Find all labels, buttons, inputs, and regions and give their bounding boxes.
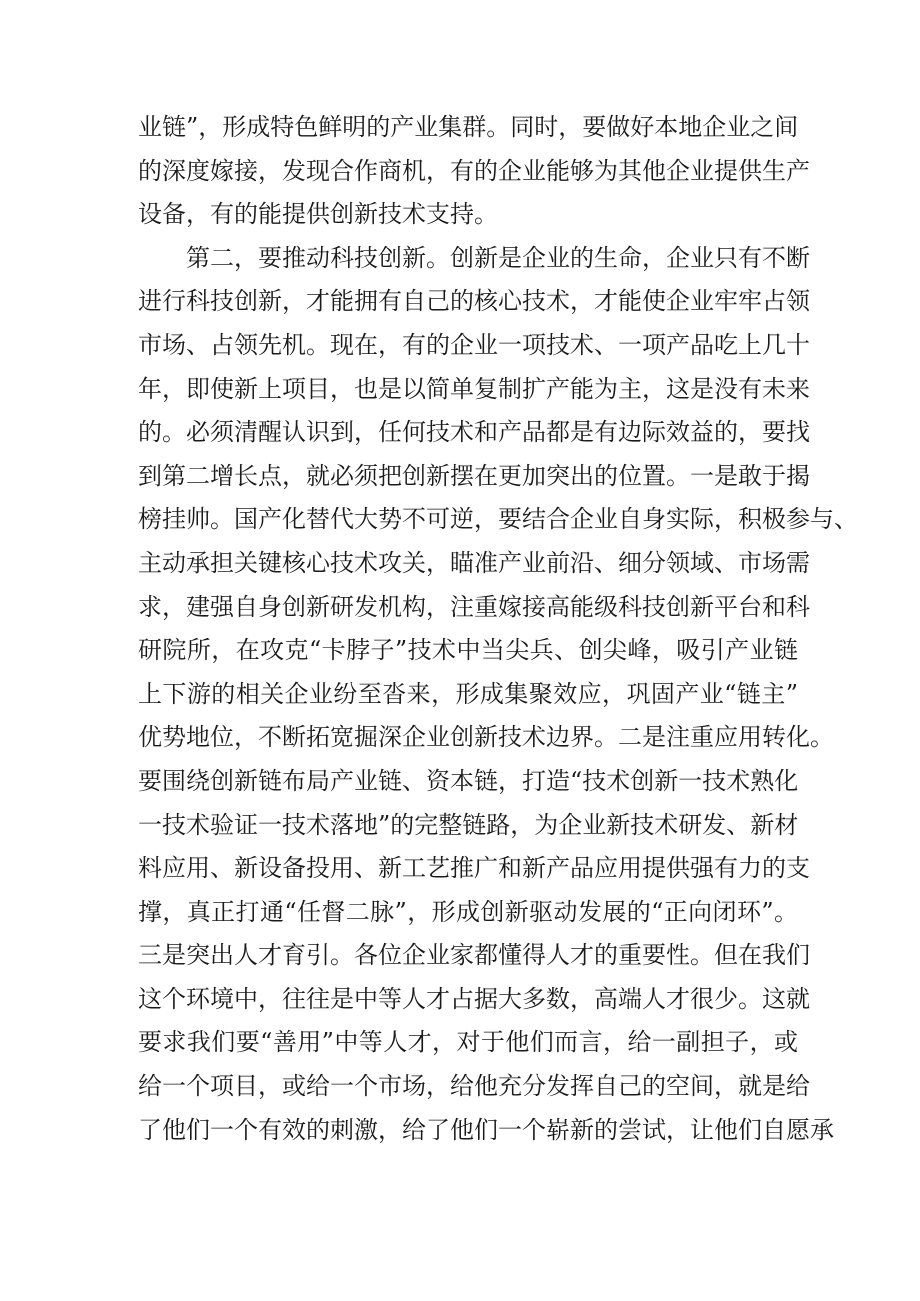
text-line: 料应用、新设备投用、新工艺推广和新产品应用提供强有力的支 (138, 854, 810, 883)
paragraph-start-line: 第二，要推动科技创新。创新是企业的生命，企业只有不断 (186, 243, 810, 272)
text-line: 三是突出人才育引。各位企业家都懂得人才的重要性。但在我们 (138, 941, 810, 970)
text-line: 优势地位，不断拓宽掘深企业创新技术边界。二是注重应用转化。 (138, 723, 834, 752)
text-line: 这个环境中，往往是中等人才占据大多数，高端人才很少。这就 (138, 984, 810, 1013)
text-line: 撑，真正打通“任督二脉”，形成创新驱动发展的“正向闭环”。 (138, 897, 798, 926)
text-line: 的深度嫁接，发现合作商机，有的企业能够为其他企业提供生产 (138, 156, 810, 185)
text-line: 设备，有的能提供创新技术支持。 (138, 200, 498, 229)
text-line: 市场、占领先机。现在，有的企业一项技术、一项产品吃上几十 (138, 330, 810, 359)
text-line: 给一个项目，或给一个市场，给他充分发挥自己的空间，就是给 (138, 1072, 810, 1101)
text-line: 要围绕创新链布局产业链、资本链，打造“技术创新一技术熟化 (138, 766, 799, 795)
text-line: 求，建强自身创新研发机构，注重嫁接高能级科技创新平台和科 (138, 592, 810, 621)
text-line: 榜挂帅。国产化替代大势不可逆，要结合企业自身实际，积极参与、 (138, 505, 858, 534)
text-line: 主动承担关键核心技术攻关，瞄准产业前沿、细分领域、市场需 (138, 548, 810, 577)
text-line: 了他们一个有效的刺激，给了他们一个崭新的尝试，让他们自愿承 (138, 1115, 834, 1144)
text-line: 研院所，在攻克“卡脖子”技术中当尖兵、创尖峰，吸引产业链 (138, 636, 798, 665)
text-line: 要求我们要“善用”中等人才，对于他们而言，给一副担子，或 (138, 1028, 798, 1057)
text-line: 一技术验证一技术落地”的完整链路，为企业新技术研发、新材 (138, 810, 799, 839)
text-line: 年，即使新上项目，也是以简单复制扩产能为主，这是没有未来 (138, 374, 810, 403)
text-line: 进行科技创新，才能拥有自己的核心技术，才能使企业牢牢占领 (138, 287, 810, 316)
text-line: 的。必须清醒认识到，任何技术和产品都是有边际效益的，要找 (138, 418, 810, 447)
text-line: 到第二增长点，就必须把创新摆在更加突出的位置。一是敢于揭 (138, 461, 810, 490)
text-line: 上下游的相关企业纷至沓来，形成集聚效应，巩固产业“链主” (138, 679, 798, 708)
text-line: 业链”，形成特色鲜明的产业集群。同时，要做好本地企业之间 (138, 113, 799, 141)
body-text (138, 106, 858, 1152)
